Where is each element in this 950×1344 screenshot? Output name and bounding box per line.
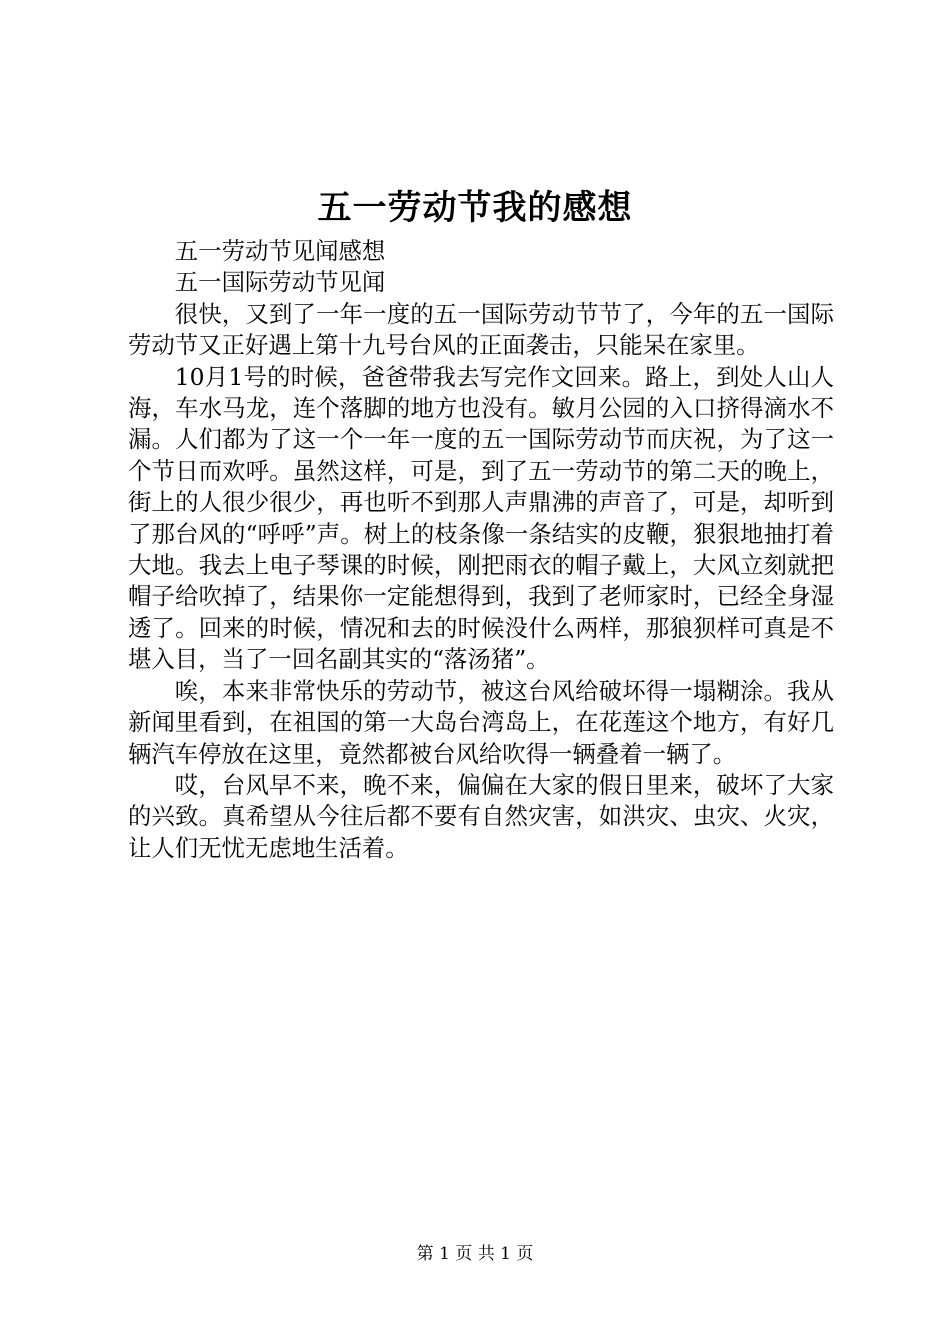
document-title: 五一劳动节我的感想 xyxy=(317,188,633,228)
paragraph-3: 唉，本来非常快乐的劳动节，被这台风给破坏得一塌糊涂。我从新闻里看到，在祖国的第一大岛台湾岛上，在花莲这个地方，有好几辆汽车停放在这里，竟然都被台风给吹得一辆叠着一辆了。 xyxy=(128,676,834,768)
document-body xyxy=(128,236,834,864)
paragraph-subtitle-2: 五一国际劳动节见闻 xyxy=(174,268,386,297)
paragraph-subtitle-1: 五一劳动节见闻感想 xyxy=(174,237,386,265)
paragraph-2: 10月1号的时候，爸爸带我去写完作文回来。路上，到处人山人海，车水马龙，连个落脚的地方也没有。敏月公园的入口挤得滴水不漏。人们都为了这一个一年一度的五一国际劳动节而庆祝，为了这一个节日而欢呼。虽然这样，可是，到了五一劳动节的第二天的晚上，街上的人很少很少，再也听不到那人声鼎沸的声音了，可是，却听到了那台风的“呼呼”声。树上的枝条像一条结实的皮鞭，狠狠地抽打着大地。我去上电子琴课的时候，刚把雨衣的帽子戴上，大风立刻就把帽子给吹掉了，结果你一定能想得到，我到了老师家时，已经全身湿透了。回来的时候，情况和去的时候没什么两样，那狼狈样可真是不堪入目，当了一回名副其实的“落汤猪”。 xyxy=(128,362,834,674)
page-footer: 第 1 页 共 1 页 xyxy=(416,1244,534,1264)
paragraph-1: 很快，又到了一年一度的五一国际劳动节节了，今年的五一国际劳动节又正好遇上第十九号台风的正面袭击，只能呆在家里。 xyxy=(128,299,834,360)
paragraph-4: 哎，台风早不来，晚不来，偏偏在大家的假日里来，破坏了大家的兴致。真希望从今往后都不要有自然灾害，如洪灾、虫灾、火灾，让人们无忧无虑地生活着。 xyxy=(128,770,834,862)
